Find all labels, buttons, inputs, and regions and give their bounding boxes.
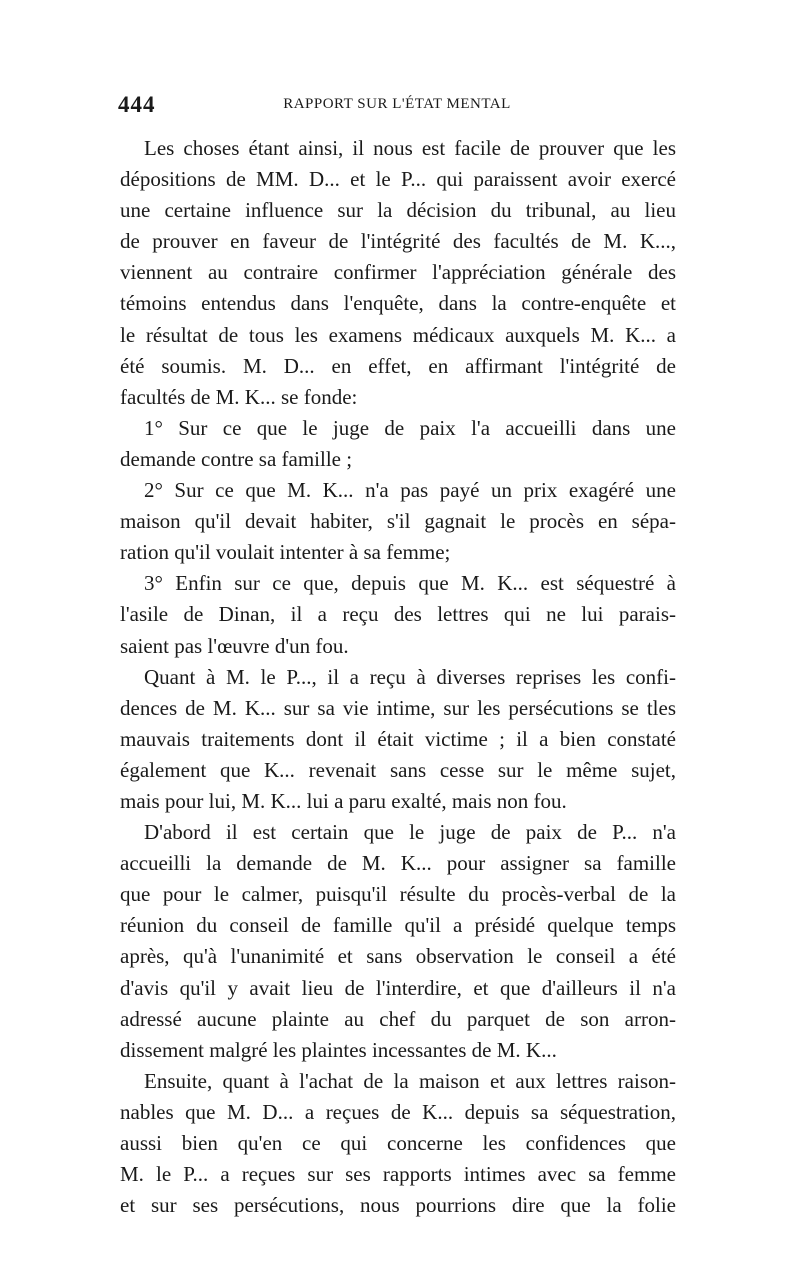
text-line: demande contre sa famille ; bbox=[120, 446, 353, 471]
text-line: mais pour lui, M. K... lui a paru exalté, mais non fou. bbox=[120, 788, 567, 813]
text-line: témoins entendus dans l'enquête, dans la contre-enquête et bbox=[120, 291, 676, 316]
text-line: Ensuite, quant à l'achat de la maison et aux lettres raison- bbox=[144, 1068, 676, 1093]
text-line: d'avis qu'il y avait lieu de l'interdire, et que d'ailleurs il n'a bbox=[120, 975, 676, 1000]
text-line: également que K... revenait sans cesse sur le même sujet, bbox=[120, 757, 676, 782]
text-line: adressé aucune plainte au chef du parquet de son arron- bbox=[120, 1006, 676, 1031]
text-line: aussi bien qu'en ce qui concerne les confidences que bbox=[120, 1131, 676, 1155]
text-line: viennent au contraire confirmer l'appréciation générale des bbox=[120, 260, 676, 285]
body-text bbox=[120, 133, 676, 1221]
page-number: 444 bbox=[118, 92, 156, 117]
text-line: facultés de M. K... se fonde: bbox=[120, 384, 358, 409]
text-line: dépositions de MM. D... et le P... qui paraissent avoir exercé bbox=[120, 167, 676, 192]
text-line: D'abord il est certain que le juge de paix de P... n'a bbox=[144, 820, 676, 845]
text-line: dences de M. K... sur sa vie intime, sur les persécutions se tles bbox=[120, 695, 676, 720]
text-line: Quant à M. le P..., il a reçu à diverses reprises les confi- bbox=[144, 664, 676, 689]
text-line: 1° Sur ce que le juge de paix l'a accueilli dans une bbox=[144, 415, 676, 440]
text-line: maison qu'il devait habiter, s'il gagnait le procès en sépa- bbox=[120, 509, 676, 534]
text-line: le résultat de tous les examens médicaux auxquels M. K... a bbox=[120, 322, 676, 347]
text-line: mauvais traitements dont il était victime ; il a bien constaté bbox=[120, 726, 676, 751]
text-line: dissement malgré les plaintes incessantes de M. K... bbox=[120, 1037, 557, 1062]
text-line: une certaine influence sur la décision du tribunal, au lieu bbox=[120, 198, 676, 223]
page-header bbox=[118, 92, 676, 120]
text-line: Les choses étant ainsi, il nous est facile de prouver que les bbox=[144, 136, 676, 160]
text-line: saient pas l'œuvre d'un fou. bbox=[120, 633, 349, 658]
text-line: 2° Sur ce que M. K... n'a pas payé un prix exagéré une bbox=[144, 478, 676, 503]
running-title: RAPPORT SUR L'ÉTAT MENTAL bbox=[283, 96, 511, 112]
text-line: ration qu'il voulait intenter à sa femme; bbox=[120, 540, 451, 565]
text-line: accueilli la demande de M. K... pour assigner sa famille bbox=[120, 851, 676, 876]
text-line: 3° Enfin sur ce que, depuis que M. K... est séquestré à bbox=[144, 571, 676, 596]
text-line: que pour le calmer, puisqu'il résulte du procès-verbal de la bbox=[120, 882, 676, 907]
text-line: et sur ses persécutions, nous pourrions dire que la folie bbox=[120, 1193, 676, 1218]
text-line: nables que M. D... a reçues de K... depuis sa séquestration, bbox=[120, 1099, 676, 1124]
text-line: été soumis. M. D... en effet, en affirmant l'intégrité de bbox=[120, 353, 676, 378]
text-line: après, qu'à l'unanimité et sans observation le conseil a été bbox=[120, 944, 676, 969]
text-line: de prouver en faveur de l'intégrité des facultés de M. K..., bbox=[120, 229, 676, 254]
text-line: M. le P... a reçues sur ses rapports intimes avec sa femme bbox=[120, 1162, 676, 1187]
text-line: réunion du conseil de famille qu'il a présidé quelque temps bbox=[120, 913, 676, 938]
text-line: l'asile de Dinan, il a reçu des lettres qui ne lui parais- bbox=[120, 602, 676, 627]
